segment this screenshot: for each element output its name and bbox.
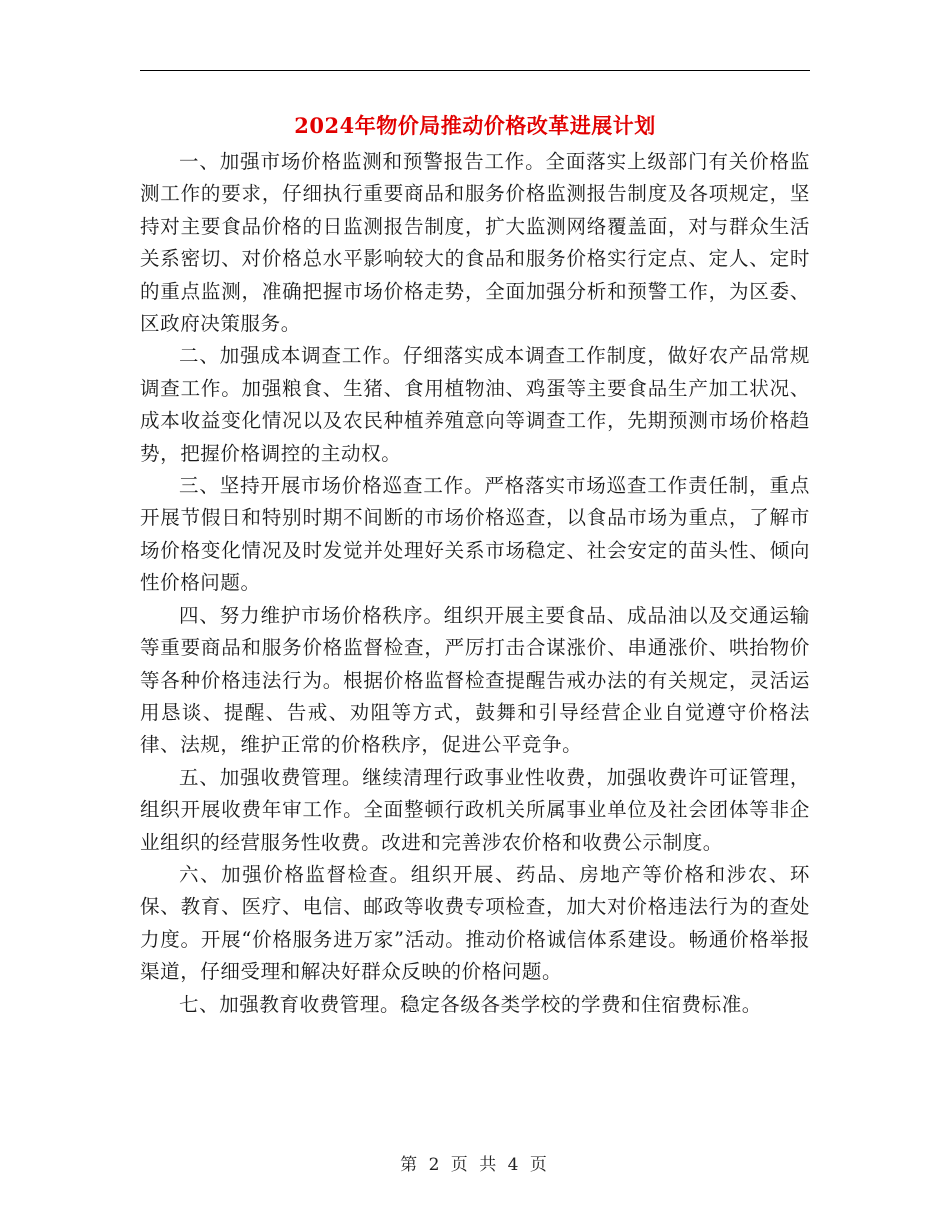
page-number: 第 2 页 共 4 页 (400, 1155, 550, 1175)
paragraph-2: 二、加强成本调查工作。仔细落实成本调查工作制度，做好农产品常规调查工作。加强粮食、生猪、食用植物油、鸡蛋等主要食品生产加工状况、成本收益变化情况以及农民种植养殖意向等调查工作，先期预测市场价格趋势，把握价格调控的主动权。 (140, 344, 810, 465)
paragraph-1: 一、加强市场价格监测和预警报告工作。全面落实上级部门有关价格监测工作的要求，仔细执行重要商品和服务价格监测报告制度及各项规定，坚持对主要食品价格的日监测报告制度，扩大监测网络覆盖面，对与群众生活关系密切、对价格总水平影响较大的食品和服务价格实行定点、定人、定时的重点监测，准确把握市场价格走势，全面加强分析和预警工作，为区委、区政府决策服务。 (140, 150, 810, 336)
paragraph-4: 四、努力维护市场价格秩序。组织开展主要食品、成品油以及交通运输等重要商品和服务价格监督检查，严厉打击合谋涨价、串通涨价、哄抬物价等各种价格违法行为。根据价格监督检查提醒告戒办法的有关规定，灵活运用恳谈、提醒、告戒、劝阻等方式，鼓舞和引导经营企业自觉遵守价格法律、法规，维护正常的价格秩序，促进公平竞争。 (140, 603, 810, 757)
paragraph-3: 三、坚持开展市场价格巡查工作。严格落实市场巡查工作责任制，重点开展节假日和特别时期不间断的市场价格巡查，以食品市场为重点，了解市场价格变化情况及时发觉并处理好关系市场稳定、社会安定的苗头性、倾向性价格问题。 (140, 474, 810, 595)
paragraph-6: 六、加强价格监督检查。组织开展、药品、房地产等价格和涉农、环保、教育、医疗、电信、邮政等收费专项检查，加大对价格违法行为的查处力度。开展“价格服务进万家”活动。推动价格诚信体系建设。畅通价格举报渠道，仔细受理和解决好群众反映的价格问题。 (140, 862, 810, 984)
document-body (140, 146, 810, 1021)
document-title: 2024年物价局推动价格改革进展计划 (294, 113, 656, 138)
paragraph-7: 七、加强教育收费管理。稳定各级各类学校的学费和住宿费标准。 (179, 992, 762, 1016)
header-rule (140, 70, 810, 71)
paragraph-5: 五、加强收费管理。继续清理行政事业性收费，加强收费许可证管理，组织开展收费年审工作。全面整顿行政机关所属事业单位及社会团体等非企业组织的经营服务性收费。改进和完善涉农价格和收费公示制度。 (140, 765, 810, 854)
